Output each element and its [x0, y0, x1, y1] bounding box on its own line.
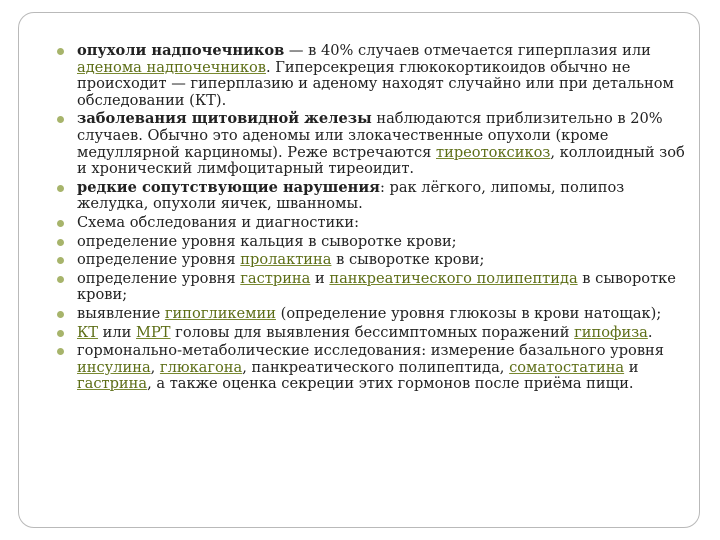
text-segment: и [624, 358, 639, 376]
bullet-dot-icon [57, 348, 64, 355]
bullet-list [47, 43, 697, 395]
hyperlink[interactable]: гипофиза [574, 323, 648, 341]
bullet-dot-icon [57, 257, 64, 264]
text-segment: в сыворотке крови; [77, 269, 676, 304]
hyperlink[interactable]: глюкагона [159, 358, 243, 376]
text-segment: . [647, 323, 653, 341]
text-segment: — в 40% случаев отмечается гиперплазия или [284, 42, 651, 59]
list-item [47, 325, 697, 342]
hyperlink[interactable]: КТ [77, 323, 99, 341]
bullet-dot-icon [57, 220, 64, 227]
text-segment: определение уровня [77, 269, 241, 287]
text-segment: определение уровня [77, 251, 241, 269]
hyperlink[interactable]: гипогликемии [164, 304, 276, 322]
bold-term: заболевания щитовидной железы [77, 110, 372, 128]
text-segment: : рак лёгкого, липомы, полипоз желудка, опухоли яичек, шванномы. [77, 178, 625, 213]
bold-term: редкие сопутствующие нарушения [77, 178, 380, 196]
text-segment: (определение уровня глюкозы в крови натощак); [275, 304, 662, 322]
bullet-dot-icon [57, 311, 64, 318]
text-segment: гормонально-метаболические исследования: измерение базального уровня [77, 342, 664, 360]
text-segment: , а также оценка секреции этих гормонов после приёма пищи. [147, 375, 634, 393]
hyperlink[interactable]: гастрина [77, 375, 148, 393]
text-segment: определение уровня кальция в сыворотке крови; [77, 232, 457, 250]
list-item [47, 306, 697, 323]
text-segment: или [98, 323, 137, 341]
hyperlink[interactable]: гастрина [240, 269, 311, 287]
text-segment: выявление [77, 304, 165, 322]
text-segment: Схема обследования и диагностики: [77, 213, 360, 231]
bullet-dot-icon [57, 276, 64, 283]
text-segment: и [310, 269, 330, 287]
list-item [47, 271, 697, 304]
list-item [47, 252, 697, 269]
bold-term: опухоли надпочечников [77, 42, 285, 59]
list-item [47, 111, 697, 177]
list-item [47, 215, 697, 232]
bullet-dot-icon [57, 239, 64, 246]
bullet-dot-icon [57, 330, 64, 337]
hyperlink[interactable]: аденома надпочечников [77, 58, 266, 76]
text-segment: головы для выявления бессимптомных поражений [170, 323, 575, 341]
list-item [47, 43, 697, 109]
bullet-dot-icon [57, 48, 64, 55]
hyperlink[interactable]: панкреатического полипептида [329, 269, 578, 287]
list-item [47, 180, 697, 213]
text-segment: наблюдаются приблизительно в 20% случаев. Обычно это аденомы или злокачественные опухоли (кроме медуллярной карциномы). Реже встречаются [77, 110, 663, 161]
hyperlink[interactable]: инсулина [77, 358, 151, 376]
slide-frame [18, 12, 700, 528]
list-item [47, 343, 697, 393]
text-segment: , [150, 358, 160, 376]
hyperlink[interactable]: тиреотоксикоз [436, 143, 551, 161]
text-segment: в сыворотке крови; [331, 251, 485, 269]
list-item [47, 234, 697, 251]
hyperlink[interactable]: соматостатина [509, 358, 625, 376]
text-segment: . Гиперсекреция глюкокортикоидов обычно не происходит — гиперплазию и аденому находят случайно или при детальном обследовании (КТ). [77, 58, 674, 109]
hyperlink[interactable]: МРТ [136, 323, 171, 341]
hyperlink[interactable]: пролактина [240, 251, 332, 269]
bullet-dot-icon [57, 185, 64, 192]
text-segment: , коллоидный зоб и хронический лимфоцитарный тиреоидит. [77, 143, 685, 178]
bullet-dot-icon [57, 116, 64, 123]
text-segment: , панкреатического полипептида, [242, 358, 510, 376]
